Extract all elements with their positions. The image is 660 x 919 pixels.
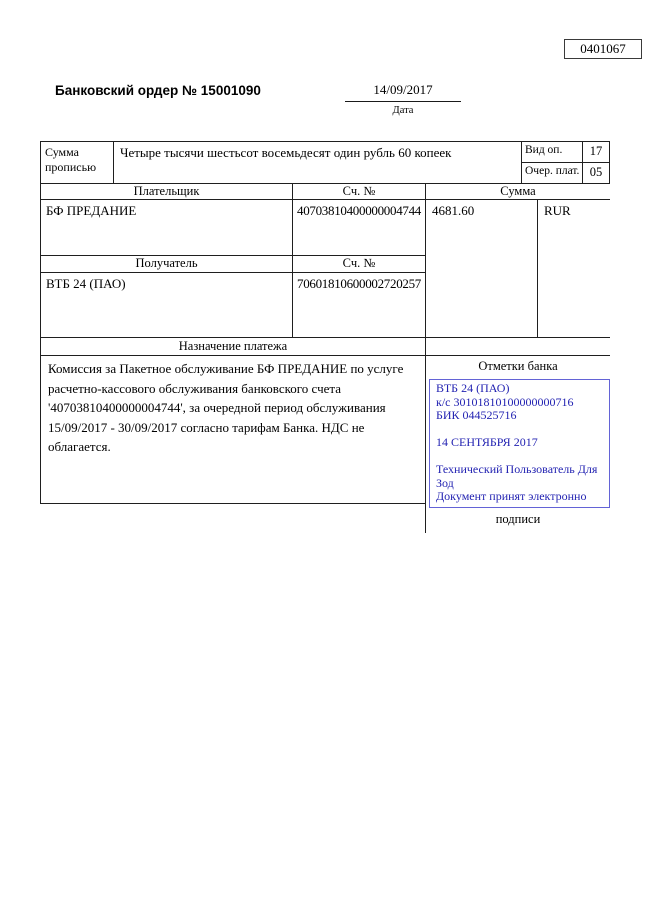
operation-block <box>522 142 610 183</box>
document-title: Банковский ордер № 15001090 <box>55 83 261 98</box>
purpose-header: Назначение платежа <box>41 338 426 355</box>
payee-name: ВТБ 24 (ПАО) <box>41 273 293 337</box>
payee-column-header: Получатель <box>41 256 293 272</box>
payer-account-number: 40703810400000004744 <box>297 203 422 218</box>
stamp-operator-line2: Зод <box>436 475 454 490</box>
payee-account-column-header: Сч. № <box>342 256 376 270</box>
bank-stamp <box>429 379 610 508</box>
parties-column <box>41 200 426 337</box>
stamp-bik: БИК 044525716 <box>436 408 517 422</box>
date-block <box>345 82 461 116</box>
purpose-marks-row <box>40 356 610 533</box>
stamp-blank-line <box>436 423 607 437</box>
purpose-header-spacer <box>426 338 610 355</box>
payer-column-header: Плательщик <box>41 184 293 199</box>
parties-amount-group <box>40 200 610 338</box>
stamp-operator-line1: Технический Пользователь Для <box>436 462 598 476</box>
operation-type-value: 17 <box>589 144 603 158</box>
signatures-label: подписи <box>495 511 541 526</box>
bank-marks-cell <box>425 356 610 533</box>
bank-marks-title: Отметки банка <box>478 359 558 373</box>
payer-row <box>41 200 425 256</box>
amount-in-words-value: Четыре тысячи шестьсот восемьдесят один рубль 60 копеек <box>114 142 522 183</box>
operation-type-label: Вид оп. <box>522 142 583 162</box>
amount-in-words-label: Сумма прописью <box>41 142 114 183</box>
operation-type-row <box>522 142 609 163</box>
amount-in-words-row <box>40 141 610 184</box>
payer-account-column-header: Сч. № <box>293 184 426 199</box>
payment-order-table <box>40 141 610 533</box>
amount-value: 4681.60 <box>426 200 538 337</box>
amount-column <box>426 200 610 337</box>
currency-code: RUR <box>544 203 571 218</box>
payment-priority-row <box>522 163 609 183</box>
payee-account-number: 70601810600002720257 <box>297 276 422 291</box>
stamp-date: 14 СЕНТЯБРЯ 2017 <box>436 435 538 449</box>
payment-priority-label: Очер. плат. <box>522 163 583 183</box>
date-value: 14/09/2017 <box>345 82 461 102</box>
date-label: Дата <box>392 105 414 116</box>
payer-header-row <box>40 184 610 200</box>
payment-priority-value: 05 <box>589 165 603 179</box>
payee-row <box>41 273 425 337</box>
amount-column-header: Сумма <box>500 184 536 198</box>
form-code-box: 0401067 <box>564 39 642 59</box>
purpose-header-row <box>40 338 610 356</box>
stamp-bank-name: ВТБ 24 (ПАО) <box>436 381 510 395</box>
stamp-corr-account: к/с 30101810100000000716 <box>436 394 574 409</box>
payee-header-row <box>41 256 425 273</box>
purpose-text: Комиссия за Пакетное обслуживание БФ ПРЕДАНИЕ по услуге расчетно-кассового обслуживания банковского счета '40703810400000004744', за очередной период обслуживания 15/09/2017 - 30/09/2017 согласно тарифам Банка. НДС не облагается. <box>40 356 425 504</box>
stamp-accepted-electronically: Документ принят электронно <box>436 489 587 503</box>
stamp-blank-line <box>436 450 607 464</box>
payer-name: БФ ПРЕДАНИЕ <box>41 200 293 255</box>
